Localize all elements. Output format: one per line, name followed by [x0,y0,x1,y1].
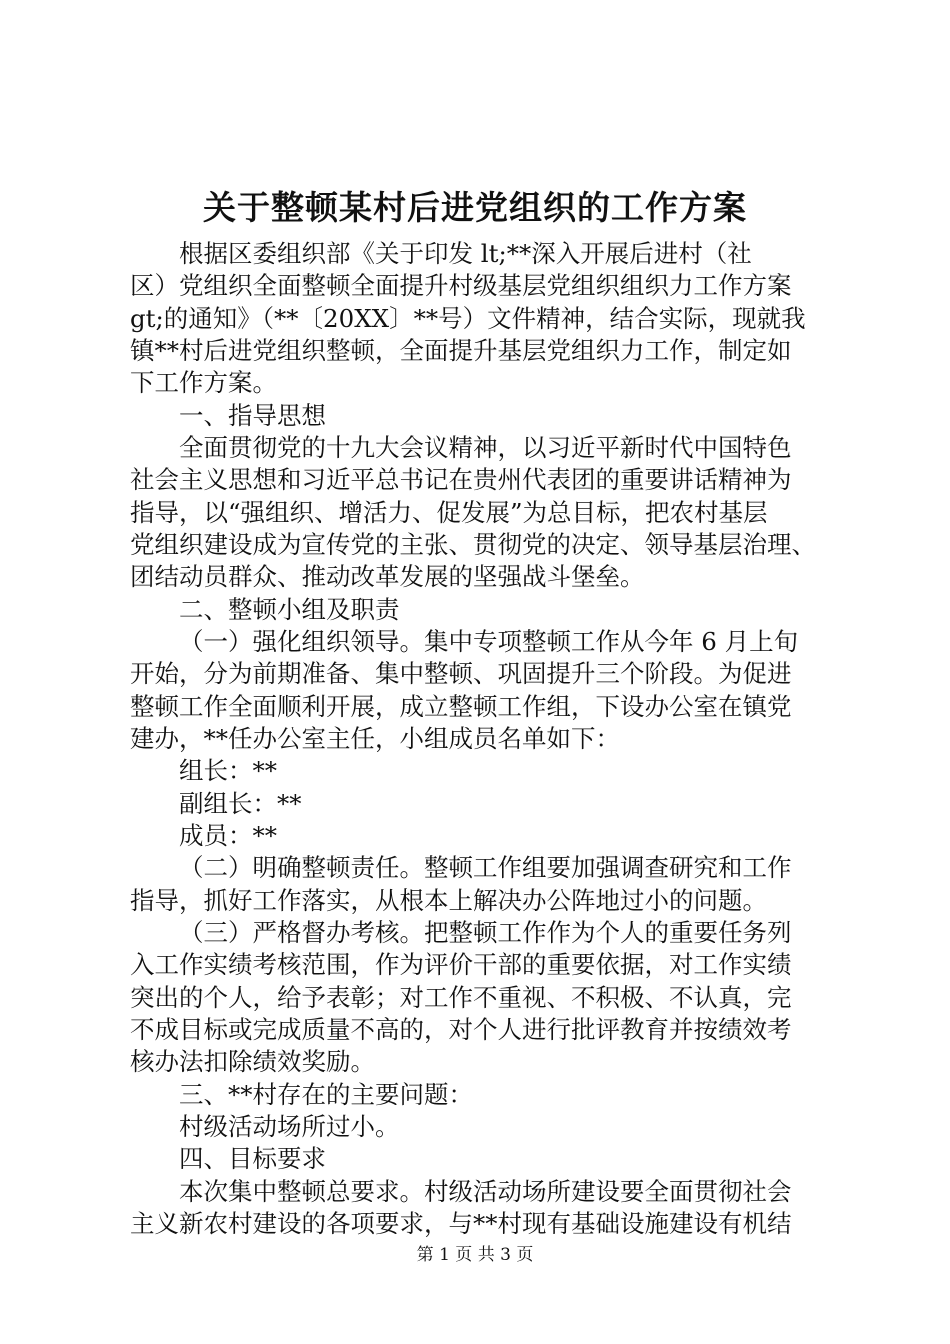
body-line: gt;的通知》（**〔20XX〕**号）文件精神，结合实际，现就我 [130,303,806,333]
body-line: 本次集中整顿总要求。村级活动场所建设要全面贯彻社会 [179,1176,792,1206]
body-line: 根据区委组织部《关于印发 lt;**深入开展后进村（社 [179,239,752,268]
body-line: 建办，**任办公室主任，小组成员名单如下： [130,723,620,753]
document-title: 关于整顿某村后进党组织的工作方案 [203,188,747,227]
body-line: 党组织建设成为宣传党的主张、贯彻党的决定、领导基层治理、 [130,529,816,559]
page-footer: 第 1 页 共 3 页 [416,1245,534,1265]
body-line: 核办法扣除绩效奖励。 [130,1047,375,1077]
body-line: 社会主义思想和习近平总书记在贵州代表团的重要讲话精神为 [130,465,792,495]
body-line: 整顿工作全面顺利开展，成立整顿工作组，下设办公室在镇党 [130,691,792,721]
body-line: 主义新农村建设的各项要求，与**村现有基础设施建设有机结 [130,1208,792,1238]
body-line: （三）严格督办考核。把整顿工作作为个人的重要任务列 [179,917,792,947]
body-line: 不成目标或完成质量不高的，对个人进行批评教育并按绩效考 [130,1014,792,1044]
body-line: 团结动员群众、推动改革发展的坚强战斗堡垒。 [130,562,645,592]
body-line: 入工作实绩考核范围，作为评价干部的重要依据，对工作实绩 [130,950,792,980]
body-line: 镇**村后进党组织整顿，全面提升基层党组织力工作，制定如 [130,335,792,365]
body-line: 三、**村存在的主要问题： [179,1079,473,1109]
body-line: 指导，以“强组织、增活力、促发展”为总目标，把农村基层 [130,497,768,527]
body-line: 四、目标要求 [179,1144,326,1174]
body-line: 下工作方案。 [130,368,277,398]
body-line: 突出的个人，给予表彰；对工作不重视、不积极、不认真，完 [130,982,792,1012]
body-line: 开始，分为前期准备、集中整顿、巩固提升三个阶段。为促进 [130,659,792,689]
body-line: 二、整顿小组及职责 [179,594,400,624]
body-line: 组长：** [179,756,277,786]
body-line: 一、指导思想 [179,400,326,430]
body-line: 全面贯彻党的十九大会议精神，以习近平新时代中国特色 [179,432,792,462]
body-line: 村级活动场所过小。 [179,1111,400,1141]
body-line: 副组长：** [179,788,302,818]
body-line: 区）党组织全面整顿全面提升村级基层党组织组织力工作方案 [130,271,792,301]
body-line: 成员：** [179,820,277,850]
body-line: （一）强化组织领导。集中专项整顿工作从今年 6 月上旬 [179,626,799,656]
body-line: 指导，抓好工作落实，从根本上解决办公阵地过小的问题。 [130,885,767,915]
body-line: （二）明确整顿责任。整顿工作组要加强调查研究和工作 [179,853,792,883]
